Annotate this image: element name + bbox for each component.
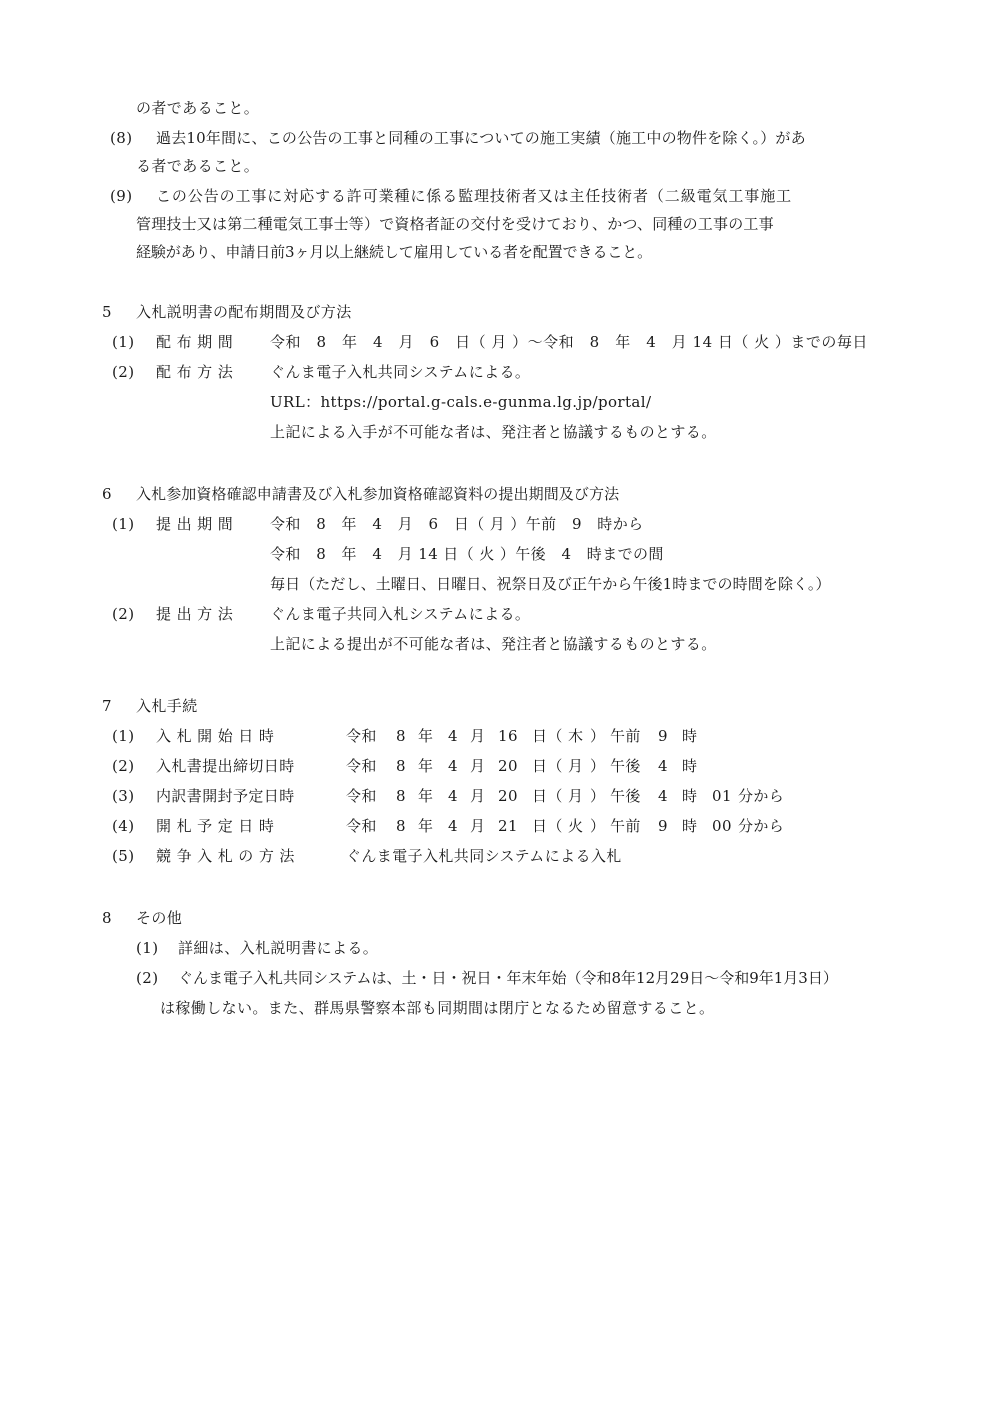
sec7-row-ampm: 午後	[610, 757, 641, 775]
sec6-submission-note-2: 上記による提出が不可能な者は、発注者と協議するものとする。	[270, 635, 717, 653]
sec7-row-month: 4	[448, 757, 458, 775]
sec4-continued-text: の者であること。	[136, 99, 260, 117]
sec7-row-hour-unit: 時	[682, 757, 698, 775]
sec7-row-weekday: 火	[568, 817, 584, 835]
sec5-item-1-label: 配 布 期 間	[156, 333, 234, 351]
sec4-item-8-text: 過去10年間に、この公告の工事と同種の工事についての施工実績（施工中の物件を除く。）があ	[156, 129, 806, 147]
sec7-row-day-unit: 日（	[532, 727, 563, 745]
sec8-item-2-text: ぐんま電子入札共同システムは、土・日・祝日・年末年始（令和8年12月29日～令和9年1月3日）	[178, 969, 838, 987]
sec6-number: 6	[102, 485, 112, 503]
sec7-row-year-unit: 年	[418, 757, 434, 775]
sec7-row-year-unit: 年	[418, 817, 434, 835]
sec7-row-day: 21	[498, 817, 518, 835]
sec7-row-weekday: 木	[568, 727, 584, 745]
sec7-row-month-unit: 月	[470, 787, 486, 805]
sec7-row-day: 16	[498, 727, 518, 745]
sec6-submission-from: 令和 8 年 4 月 6 日（ 月 ）午前 9 時から	[270, 515, 644, 533]
sec7-row-number: (4)	[112, 817, 135, 835]
sec6-title: 入札参加資格確認申請書及び入札参加資格確認資料の提出期間及び方法	[136, 485, 620, 503]
sec5-distribution-note: 上記による入手が不可能な者は、発注者と協議するものとする。	[270, 423, 717, 441]
sec7-row-hour: 4	[658, 757, 668, 775]
sec7-row-number: (2)	[112, 757, 135, 775]
sec5-item-2-label: 配 布 方 法	[156, 363, 234, 381]
sec4-item-9-text-cont: 管理技士又は第二種電気工事士等）で資格者証の交付を受けており、かつ、同種の工事の工事	[136, 215, 774, 233]
sec7-row-day-unit: 日（	[532, 787, 563, 805]
sec7-row-2	[112, 756, 812, 776]
sec7-row-month: 4	[448, 817, 458, 835]
sec7-row-hour: 9	[658, 727, 668, 745]
sec7-row-weekday-close: ）	[590, 787, 606, 805]
sec8-item-2-number: (2)	[136, 969, 159, 987]
sec7-row-hour: 4	[658, 787, 668, 805]
sec7-row-year: 8	[396, 727, 406, 745]
sec7-row-weekday-close: ）	[590, 817, 606, 835]
sec6-item-2-number: (2)	[112, 605, 135, 623]
sec7-row-label: 入札書提出締切日時	[156, 757, 295, 775]
sec8-item-1-number: (1)	[136, 939, 159, 957]
sec5-title: 入札説明書の配布期間及び方法	[136, 303, 352, 321]
sec5-number: 5	[102, 303, 112, 321]
sec8-number: 8	[102, 909, 112, 927]
sec4-item-8-text-cont: る者であること。	[136, 157, 260, 175]
sec7-row-weekday-close: ）	[590, 727, 606, 745]
sec8-title: その他	[136, 909, 183, 927]
sec5-distribution-period: 令和 8 年 4 月 6 日（ 月 ）～令和 8 年 4 月 14 日（ 火 ）までの毎日	[270, 333, 868, 351]
sec7-row-hour-unit: 時	[682, 817, 698, 835]
sec6-submission-method: ぐんま電子共同入札システムによる。	[270, 605, 531, 623]
sec7-row-day: 20	[498, 757, 518, 775]
sec7-row-year: 8	[396, 757, 406, 775]
sec6-submission-note: 毎日（ただし、土曜日、日曜日、祝祭日及び正午から午後1時までの時間を除く。）	[270, 575, 831, 593]
sec7-row-month: 4	[448, 727, 458, 745]
sec7-row-minute: 00	[712, 817, 732, 835]
sec7-row-hour-unit: 時	[682, 787, 698, 805]
sec4-item-9-text-cont2: 経験があり、申請日前3ヶ月以上継続して雇用している者を配置できること。	[136, 243, 653, 261]
sec7-row-year: 8	[396, 817, 406, 835]
sec7-row-4	[112, 816, 812, 836]
sec7-row-label: 内訳書開封予定日時	[156, 787, 295, 805]
sec7-row-ampm: 午前	[610, 817, 641, 835]
sec7-row-era: 令和	[346, 757, 377, 775]
sec7-row-ampm: 午前	[610, 727, 641, 745]
sec8-item-2-text-cont: は稼働しない。また、群馬県警察本部も同期間は閉庁となるため留意すること。	[160, 999, 715, 1017]
sec4-item-8-number: (8)	[110, 129, 133, 147]
sec7-row-minute: 01	[712, 787, 732, 805]
sec7-row-1	[112, 726, 812, 746]
sec7-row-ampm: 午後	[610, 787, 641, 805]
sec7-row-year-unit: 年	[418, 787, 434, 805]
sec5-distribution-method: ぐんま電子入札共同システムによる。	[270, 363, 531, 381]
sec7-row-hour: 9	[658, 817, 668, 835]
sec6-item-1-number: (1)	[112, 515, 135, 533]
sec7-row-weekday-close: ）	[590, 757, 606, 775]
sec7-row-month-unit: 月	[470, 817, 486, 835]
sec7-row-day-unit: 日（	[532, 817, 563, 835]
sec7-bidding-method: ぐんま電子入札共同システムによる入札	[346, 847, 622, 865]
sec7-row-hour-unit: 時	[682, 727, 698, 745]
sec7-row-3	[112, 786, 812, 806]
sec4-item-9-text: この公告の工事に対応する許可業種に係る監理技術者又は主任技術者（二級電気工事施工	[156, 187, 793, 205]
sec8-item-1-text: 詳細は、入札説明書による。	[178, 939, 379, 957]
sec6-submission-to: 令和 8 年 4 月 14 日（ 火 ）午後 4 時までの間	[270, 545, 664, 563]
sec7-row-number: (1)	[112, 727, 135, 745]
sec7-row-month: 4	[448, 787, 458, 805]
sec7-row-number: (3)	[112, 787, 135, 805]
sec7-number: 7	[102, 697, 112, 715]
sec7-row-label: 開 札 予 定 日 時	[156, 817, 275, 835]
sec7-row-day: 20	[498, 787, 518, 805]
sec4-item-9-number: (9)	[110, 187, 133, 205]
sec7-row-label: 競 争 入 札 の 方 法	[156, 847, 295, 865]
sec7-row-5	[112, 846, 812, 866]
sec7-title: 入札手続	[136, 697, 198, 715]
sec7-row-era: 令和	[346, 727, 377, 745]
sec7-row-month-unit: 月	[470, 757, 486, 775]
sec7-row-weekday: 月	[568, 787, 584, 805]
sec7-row-minute-unit: 分から	[738, 817, 785, 835]
sec7-row-era: 令和	[346, 787, 377, 805]
sec7-row-number: (5)	[112, 847, 135, 865]
sec7-row-year-unit: 年	[418, 727, 434, 745]
sec7-row-year: 8	[396, 787, 406, 805]
sec7-row-weekday: 月	[568, 757, 584, 775]
sec7-row-label: 入 札 開 始 日 時	[156, 727, 275, 745]
sec5-portal-url: URL：https://portal.g-cals.e-gunma.lg.jp/portal/	[270, 393, 652, 411]
sec7-row-day-unit: 日（	[532, 757, 563, 775]
sec5-item-1-number: (1)	[112, 333, 135, 351]
sec6-item-2-label: 提 出 方 法	[156, 605, 234, 623]
sec6-item-1-label: 提 出 期 間	[156, 515, 234, 533]
sec5-item-2-number: (2)	[112, 363, 135, 381]
sec7-row-minute-unit: 分から	[738, 787, 785, 805]
sec7-row-month-unit: 月	[470, 727, 486, 745]
sec7-row-era: 令和	[346, 817, 377, 835]
